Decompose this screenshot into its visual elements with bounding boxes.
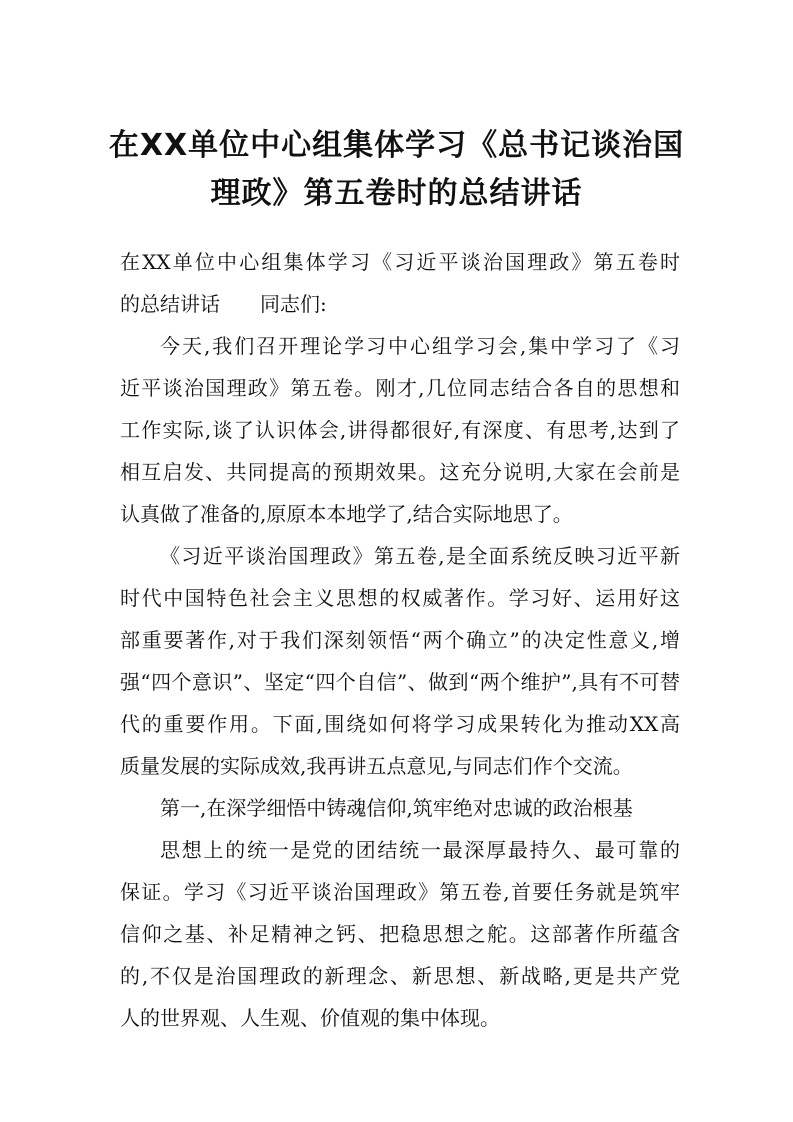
section-heading-line: 第一,在深学细悟中铸魂信仰,筑牢绝对忠诚的政治根基 [160,796,633,820]
body-line: 信仰之基、补足精神之钙、把稳思想之舵。这部著作所蕴含 [120,922,680,946]
document-title-line-1: 在XX单位中心组集体学习《总书记谈治国 [108,128,685,163]
body-line: 相互启发、共同提高的预期效果。这充分说明,大家在会前是 [120,460,680,484]
body-line: 《习近平谈治国理政》第五卷,是全面系统反映习近平新 [160,544,680,568]
body-line: 代的重要作用。下面,围绕如何将学习成果转化为推动XX高 [120,712,680,736]
body-line: 部重要著作,对于我们深刻领悟“两个确立”的决定性意义,增 [120,628,680,652]
body-line: 今天,我们召开理论学习中心组学习会,集中学习了《习 [160,334,680,358]
body-line: 的总结讲话 同志们: [120,292,327,316]
body-line: 保证。学习《习近平谈治国理政》第五卷,首要任务就是筑牢 [120,880,680,904]
body-line: 工作实际,谈了认识体会,讲得都很好,有深度、有思考,达到了 [120,418,680,442]
body-line: 在XX单位中心组集体学习《习近平谈治国理政》第五卷时 [120,250,680,274]
body-line: 认真做了准备的,原原本本地学了,结合实际地思了。 [120,502,573,526]
body-line: 质量发展的实际成效,我再讲五点意见,与同志们作个交流。 [120,754,633,778]
body-line: 时代中国特色社会主义思想的权威著作。学习好、运用好这 [120,586,680,610]
body-line: 人的世界观、人生观、价值观的集中体现。 [120,1006,500,1030]
body-line: 强“四个意识”、坚定“四个自信”、做到“两个维护”,具有不可替 [120,670,680,694]
body-line: 近平谈治国理政》第五卷。刚才,几位同志结合各自的思想和 [120,376,680,400]
document-title-line-2: 理政》第五卷时的总结讲话 [210,176,583,211]
body-line: 思想上的统一是党的团结统一最深厚最持久、最可靠的 [160,838,680,862]
body-line: 的,不仅是治国理政的新理念、新思想、新战略,更是共产党 [120,964,680,988]
